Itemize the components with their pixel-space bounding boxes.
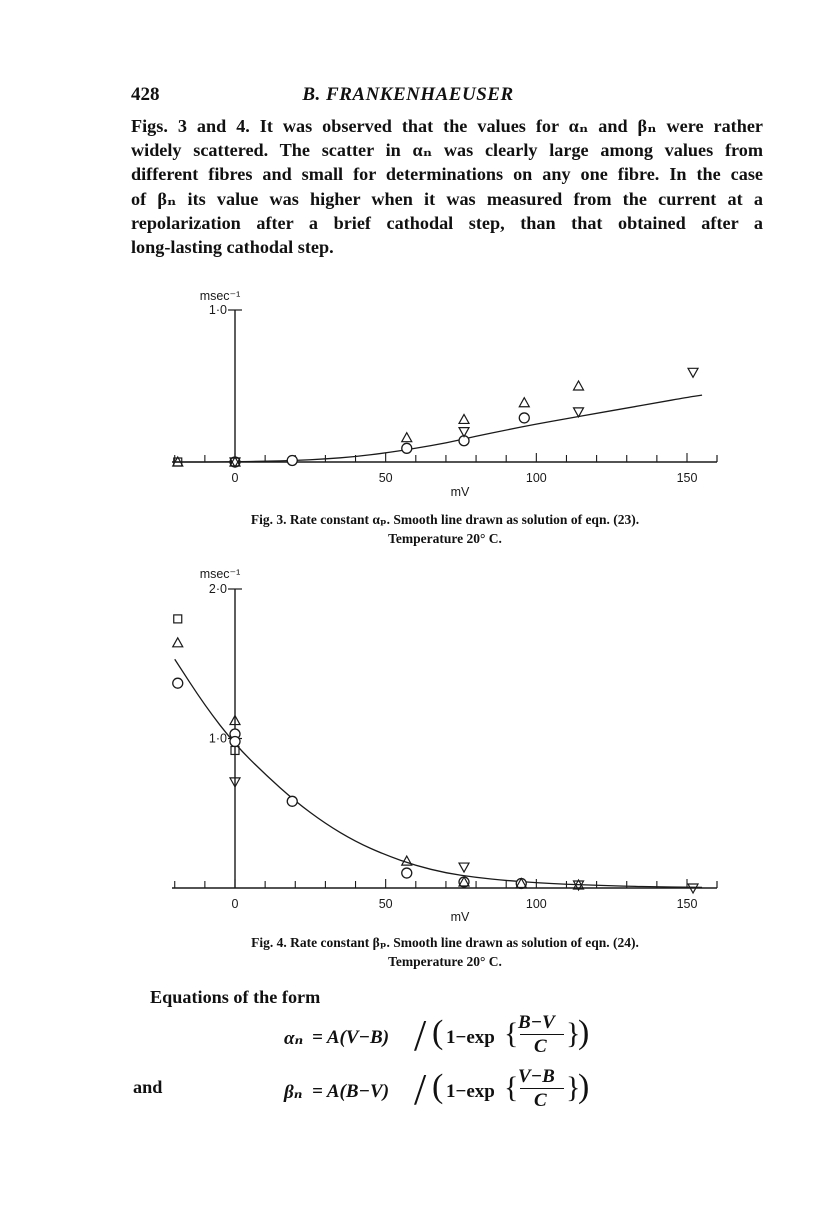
paragraph-line: long-lasting cathodal step. <box>131 237 334 258</box>
eq1-fraction-bar <box>520 1034 564 1035</box>
figure-4-caption-line1: Fig. 4. Rate constant βₚ. Smooth line drawn as solution of eqn. (24). <box>251 935 639 950</box>
x-tick-label: 150 <box>676 897 698 911</box>
data-point-circle <box>230 736 240 746</box>
eq2-rbrace: } <box>566 1071 581 1104</box>
eq2-one-exp: 1−exp <box>446 1081 495 1102</box>
figure-4-caption-line2: Temperature 20° C. <box>388 954 502 969</box>
eq1-numerator: B−V <box>518 1012 555 1033</box>
data-point-triangle-up <box>519 398 529 407</box>
x-tick-label: 50 <box>378 471 393 485</box>
eq1-lbrace: { <box>504 1017 519 1050</box>
data-point-circle <box>173 678 183 688</box>
equations-intro: Equations of the form <box>150 987 321 1007</box>
data-point-circle <box>402 868 412 878</box>
figure-3-caption <box>160 510 730 548</box>
data-point-triangle-up <box>574 381 584 390</box>
data-point-circle <box>287 796 297 806</box>
figure-3-caption-line2: Temperature 20° C. <box>388 531 502 546</box>
paragraph-line: of βₙ its value was higher when it was measured from the current at a <box>131 188 763 209</box>
x-tick-label: 100 <box>525 897 547 911</box>
data-point-square <box>174 615 182 623</box>
eq2-lbrace: { <box>504 1071 519 1104</box>
y-tick-label: 1·0 <box>208 731 227 746</box>
equation-alpha <box>284 1012 614 1062</box>
x-tick-label: 100 <box>525 471 547 485</box>
equations-and: and <box>133 1077 163 1097</box>
page-number: 428 <box>131 84 160 105</box>
y-tick-label: 1·0 <box>208 303 227 317</box>
data-point-triangle-up <box>402 433 412 442</box>
figure-4-caption <box>160 933 730 971</box>
y-tick-label: 2·0 <box>208 582 227 596</box>
data-point-circle <box>287 455 297 465</box>
data-point-triangle-down <box>688 368 698 377</box>
equation-beta <box>284 1066 614 1116</box>
eq2-expr: = A(B−V) <box>312 1081 390 1102</box>
x-tick-label: 0 <box>231 897 239 911</box>
eq2-lparen: ( <box>432 1068 444 1105</box>
fitted-curve <box>175 395 702 462</box>
figure-4-plot <box>172 567 717 924</box>
eq2-denominator: C <box>534 1090 547 1111</box>
paragraph-line: different fibres and small for determinations on any one fibre. In the case <box>131 164 763 185</box>
x-axis-label: mV <box>450 910 470 924</box>
figure-3-caption-line1: Fig. 3. Rate constant αₚ. Smooth line drawn as solution of eqn. (23). <box>250 512 640 527</box>
eq1-slash: / <box>414 1011 427 1060</box>
x-tick-label: 150 <box>676 471 698 485</box>
eq1-lhs: αₙ <box>284 1028 304 1049</box>
fitted-curve <box>175 659 702 887</box>
figure-3-plot <box>172 289 717 499</box>
paragraph-line: Figs. 3 and 4. It was observed that the values for αₙ and βₙ were rather <box>131 116 763 136</box>
data-point-circle <box>402 443 412 453</box>
eq1-one-exp: 1−exp <box>446 1027 495 1048</box>
eq1-rbrace: } <box>566 1017 581 1050</box>
data-point-circle <box>519 413 529 423</box>
data-point-triangle-up <box>173 638 183 647</box>
x-tick-label: 50 <box>378 897 393 911</box>
eq1-expr: = A(V−B) <box>312 1027 390 1048</box>
y-axis-label: msec⁻¹ <box>199 567 241 581</box>
eq1-denominator: C <box>534 1036 547 1057</box>
eq2-lhs: βₙ <box>284 1082 303 1103</box>
eq1-lparen: ( <box>432 1014 444 1051</box>
paragraph-line: widely scattered. The scatter in αₙ was clearly large among values from <box>131 140 763 161</box>
data-point-triangle-up <box>459 414 469 423</box>
data-point-triangle-down <box>459 863 469 872</box>
eq1-rparen: ) <box>578 1014 590 1051</box>
x-tick-label: 0 <box>231 471 239 485</box>
paragraph-line: repolarization after a brief cathodal step, than that obtained after a <box>131 212 763 233</box>
eq2-slash: / <box>414 1065 427 1114</box>
y-axis-label: msec⁻¹ <box>199 289 241 303</box>
running-title: B. FRANKENHAEUSER <box>302 84 514 105</box>
eq2-rparen: ) <box>578 1068 590 1105</box>
eq2-fraction-bar <box>520 1088 564 1089</box>
x-axis-label: mV <box>450 485 470 499</box>
eq2-numerator: V−B <box>518 1066 555 1087</box>
